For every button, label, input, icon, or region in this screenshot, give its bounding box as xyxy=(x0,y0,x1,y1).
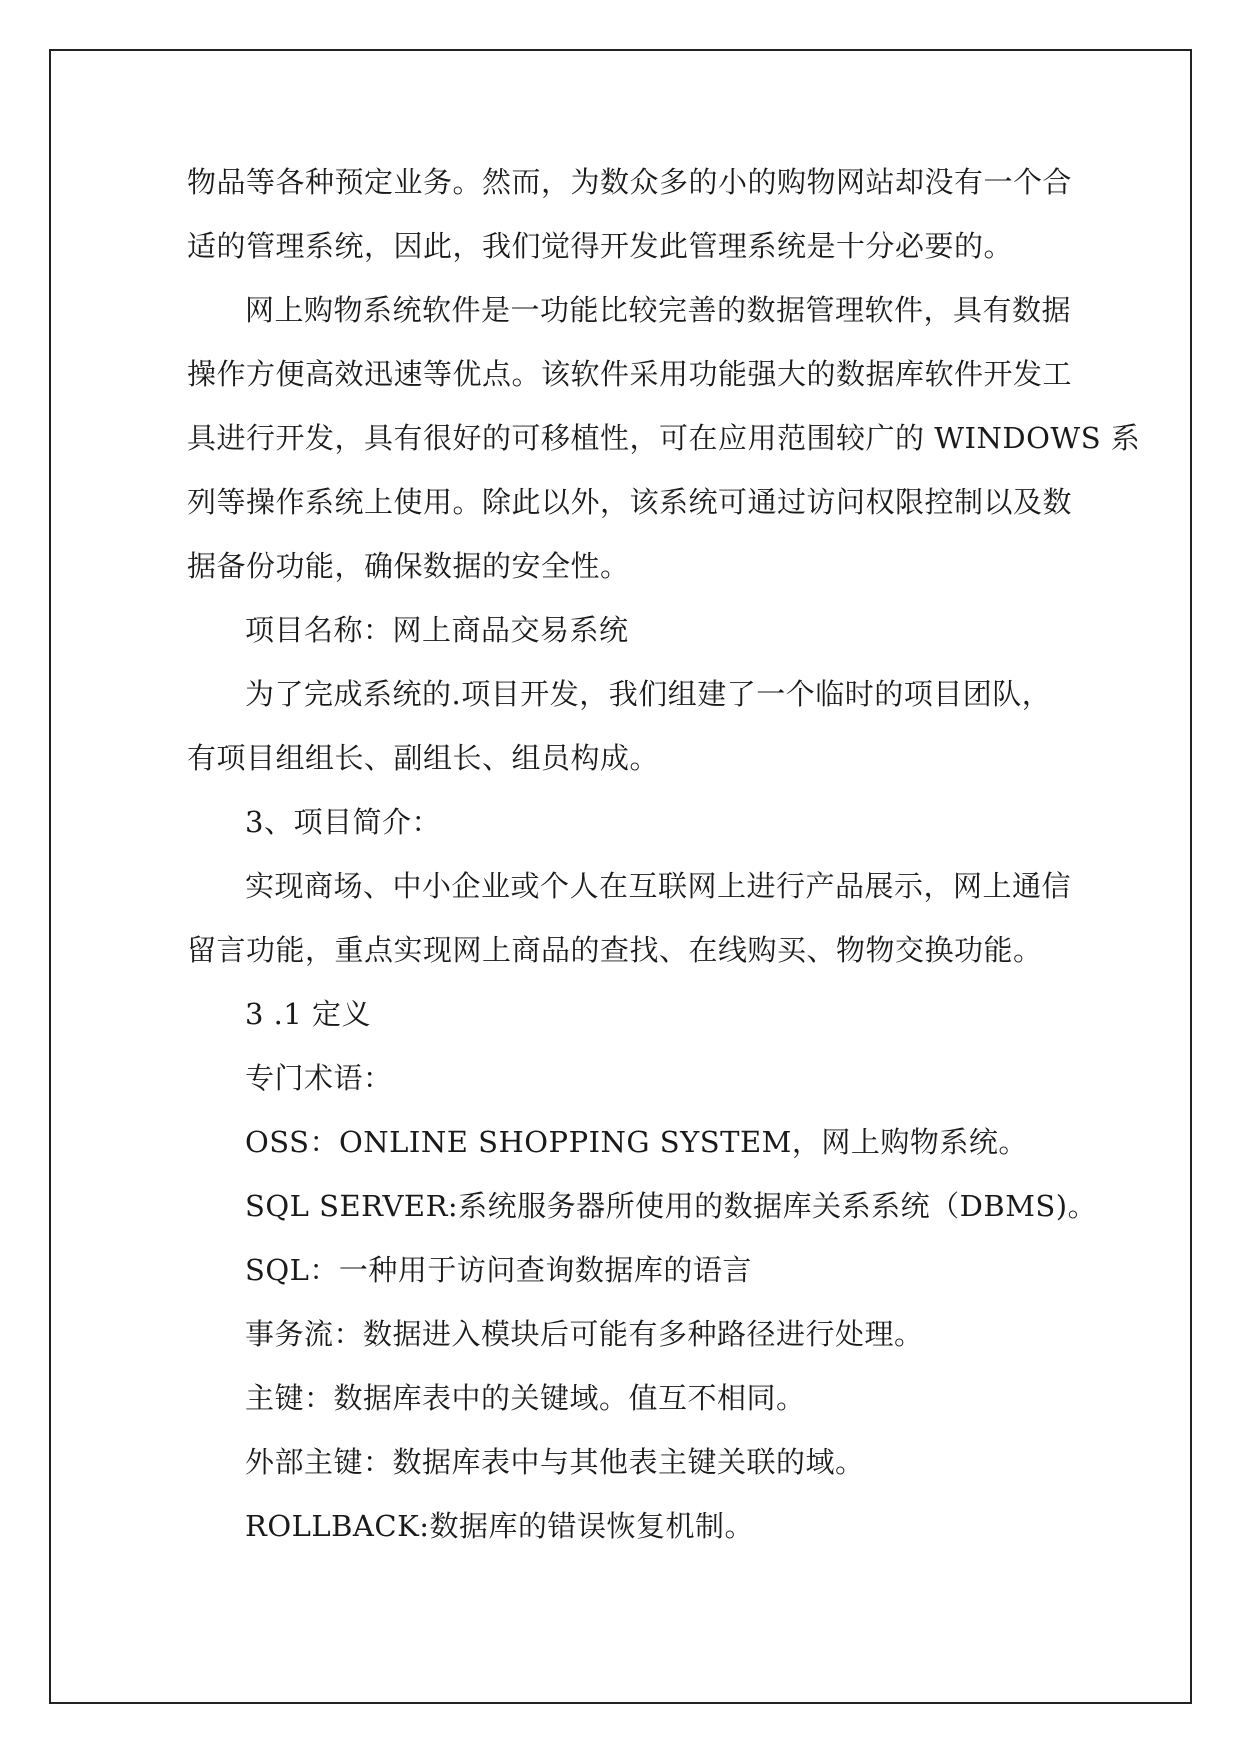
terms-heading: 专门术语： xyxy=(245,1061,393,1095)
paragraph-line: 列等操作系统上使用。除此以外，该系统可通过访问权限控制以及数 xyxy=(187,485,1073,519)
paragraph-line: 留言功能，重点实现网上商品的查找、在线购买、物物交换功能。 xyxy=(187,933,1043,967)
subsection-heading: 3 .1 定义 xyxy=(245,997,372,1031)
term-definition: OSS：ONLINE SHOPPING SYSTEM，网上购物系统。 xyxy=(245,1125,1028,1159)
paragraph-line: 网上购物系统软件是一功能比较完善的数据管理软件，具有数据 xyxy=(245,293,1072,327)
term-definition: SQL：一种用于访问查询数据库的语言 xyxy=(245,1253,752,1287)
term-definition: 事务流：数据进入模块后可能有多种路径进行处理。 xyxy=(245,1317,924,1351)
paragraph-line: 适的管理系统，因此，我们觉得开发此管理系统是十分必要的。 xyxy=(187,229,1014,263)
document-body xyxy=(187,150,1141,1558)
section-heading: 3、项目简介： xyxy=(245,805,441,839)
term-definition: SQL SERVER:系统服务器所使用的数据库关系系统（DBMS)。 xyxy=(245,1189,1098,1223)
paragraph-line: 有项目组组长、副组长、组员构成。 xyxy=(187,741,660,775)
paragraph-line: 据备份功能，确保数据的安全性。 xyxy=(187,549,630,583)
project-name-line: 项目名称：网上商品交易系统 xyxy=(245,613,629,647)
paragraph-line: 为了完成系统的.项目开发，我们组建了一个临时的项目团队， xyxy=(245,677,1052,711)
term-definition: 外部主键：数据库表中与其他表主键关联的域。 xyxy=(245,1445,865,1479)
paragraph-line: 操作方便高效迅速等优点。该软件采用功能强大的数据库软件开发工 xyxy=(187,357,1073,391)
term-definition: ROLLBACK:数据库的错误恢复机制。 xyxy=(245,1509,755,1543)
term-definition: 主键：数据库表中的关键域。值互不相同。 xyxy=(245,1381,806,1415)
paragraph-line: 实现商场、中小企业或个人在互联网上进行产品展示，网上通信 xyxy=(245,869,1072,903)
paragraph-line: 物品等各种预定业务。然而，为数众多的小的购物网站却没有一个合 xyxy=(187,165,1073,199)
paragraph-line: 具进行开发，具有很好的可移植性，可在应用范围较广的 WINDOWS 系 xyxy=(187,421,1141,455)
